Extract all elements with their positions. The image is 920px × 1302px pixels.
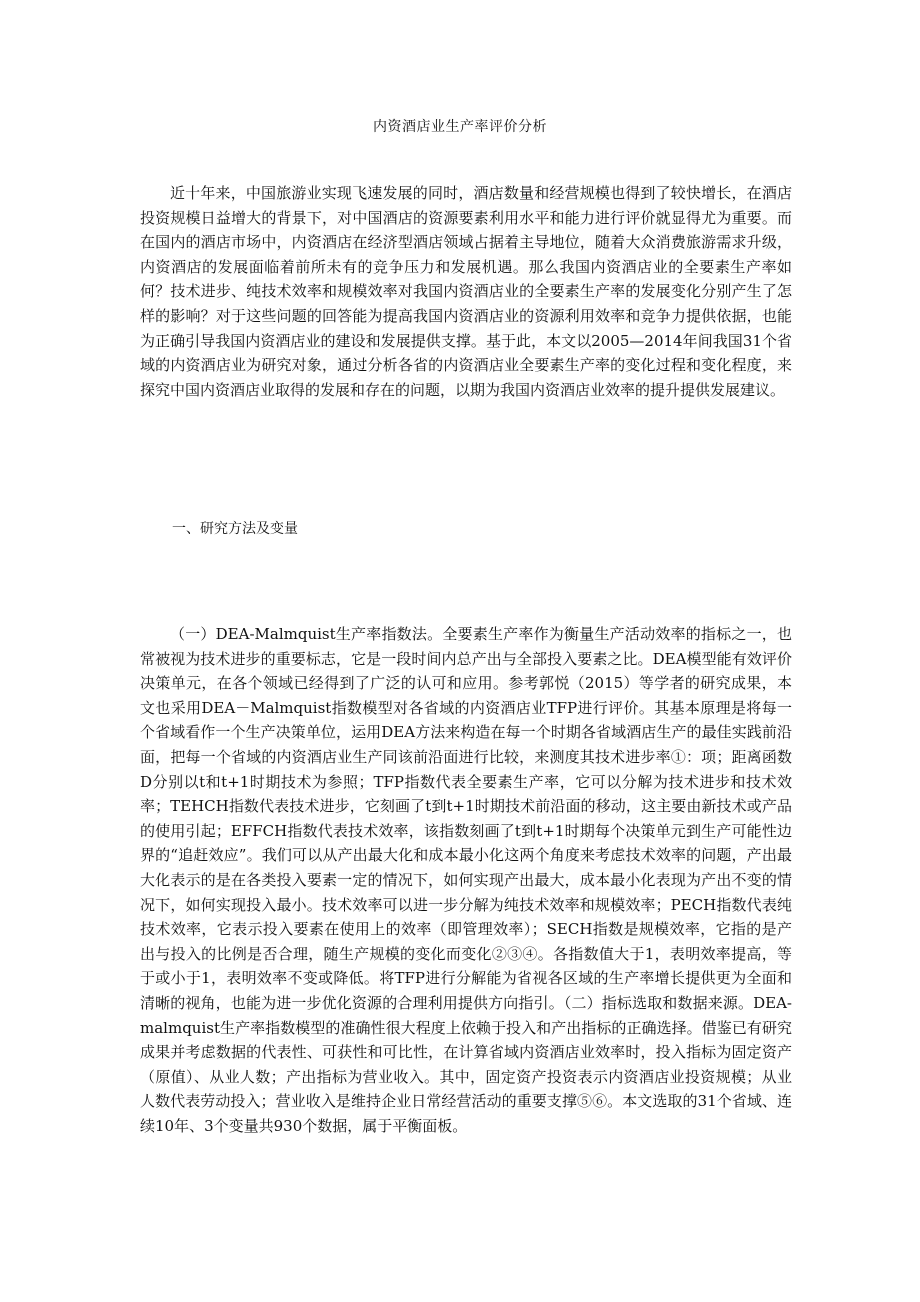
document-title: 内资酒店业生产率评价分析 — [373, 119, 547, 135]
section-heading: 一、研究方法及变量 — [172, 521, 298, 537]
method-paragraph: （一）DEA-Malmquist生产率指数法。全要素生产率作为衡量生产活动效率的指标之一，也常被视为技术进步的重要标志，它是一段时间内总产出与全部投入要素之比。DEA模型能有效评价决策单元，在各个领域已经得到了广泛的认可和应用。参考郭悦（2015）等学者的研究成果，本文也采用DEA－Malmquist指数模型对各省域的内资酒店业TFP进行评价。其基本原理是将每一个省域看作一个生产决策单位，运用DEA方法来构造在每一个时期各省域酒店生产的最佳实践前沿面，把每一个省域的内资酒店业生产同该前沿面进行比较，来测度其技术进步率①：项；距离函数D分别以t和t+1时期技术为参照；TFP指数代表全要素生产率，它可以分解为技术进步和技术效率；TEHCH指数代表技术进步，它刻画了t到t+1时期技术前沿面的移动，这主要由新技术或产品的使用引起；EFFCH指数代表技术效率，该指数刻画了t到t+1时期每个决策单元到生产可能性边界的“追赶效应”。我们可以从产出最大化和成本最小化这两个角度来考虑技术效率的问题，产出最大化表示的是在各类投入要素一定的情况下，如何实现产出最大，成本最小化表现为产出不变的情况下，如何实现投入最小。技术效率可以进一步分解为纯技术效率和规模效率；PECH指数代表纯技术效率，它表示投入要素在使用上的效率（即管理效率）；SECH指数是规模效率，它指的是产出与投入的比例是否合理，随生产规模的变化而变化②③④。各指数值大于1，表明效率提高，等于或小于1，表明效率不变或降低。将TFP进行分解能为省视各区域的生产率增长提供更为全面和清晰的视角，也能为进一步优化资源的合理利用提供方向指引。（二）指标选取和数据来源。DEA-malmquist生产率指数模型的准确性很大程度上依赖于投入和产出指标的正确选择。借鉴已有研究成果并考虑数据的代表性、可获性和可比性，在计算省域内资酒店业效率时，投入指标为固定资产（原值）、从业人数；产出指标为营业收入。其中，固定资产投资表示内资酒店业投资规模；从业人数代表劳动投入；营业收入是维持企业日常经营活动的重要支撑⑤⑥。本文选取的31个省域、连续10年、3个变量共930个数据，属于平衡面板。 — [140, 625, 792, 1135]
intro-paragraph: 近十年来，中国旅游业实现飞速发展的同时，酒店数量和经营规模也得到了较快增长，在酒店投资规模日益增大的背景下，对中国酒店的资源要素利用水平和能力进行评价就显得尤为重要。而在国内的酒店市场中，内资酒店在经济型酒店领域占据着主导地位，随着大众消费旅游需求升级，内资酒店的发展面临着前所未有的竞争压力和发展机遇。那么我国内资酒店业的全要素生产率如何？技术进步、纯技术效率和规模效率对我国内资酒店业的全要素生产率的发展变化分别产生了怎样的影响？对于这些问题的回答能为提高我国内资酒店业的资源利用效率和竞争力提供依据，也能为正确引导我国内资酒店业的建设和发展提供支撑。基于此，本文以2005—2014年间我国31个省域的内资酒店业为研究对象，通过分析各省的内资酒店业全要素生产率的变化过程和变化程度，来探究中国内资酒店业取得的发展和存在的问题，以期为我国内资酒店业效率的提升提供发展建议。 — [140, 184, 792, 399]
